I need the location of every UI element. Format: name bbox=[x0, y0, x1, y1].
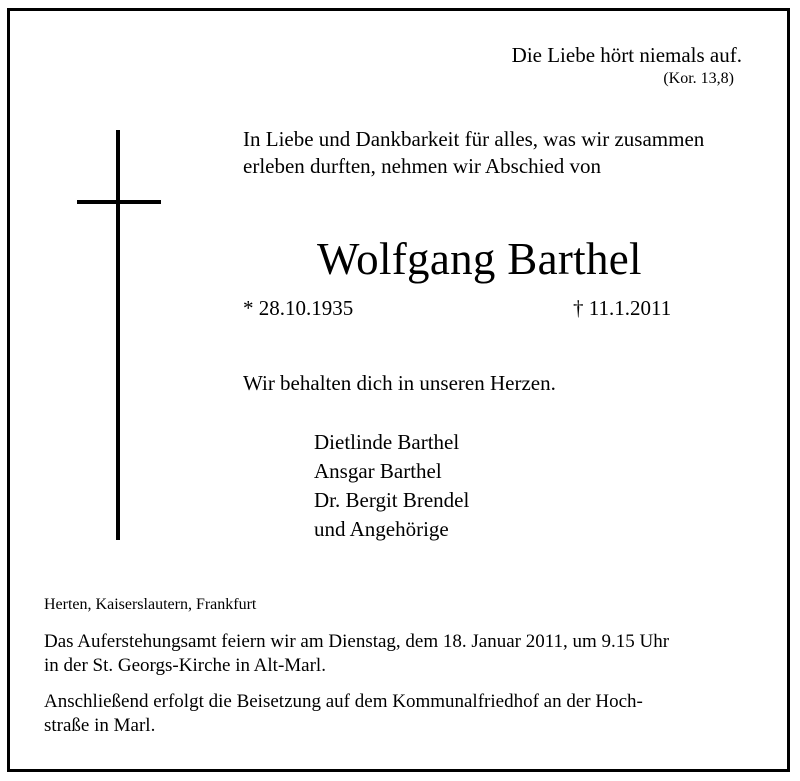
mourner: Dietlinde Barthel bbox=[314, 430, 460, 454]
deceased-name: Wolfgang Barthel bbox=[317, 234, 642, 284]
intro-line: In Liebe und Dankbarkeit für alles, was wir zusammen bbox=[243, 127, 705, 151]
death-date: † 11.1.2011 bbox=[573, 296, 672, 320]
cross-icon bbox=[116, 130, 120, 540]
mourner: und Angehörige bbox=[314, 517, 449, 541]
motto-reference: (Kor. 13,8) bbox=[663, 70, 734, 87]
intro-line: erleben durften, nehmen wir Abschied von bbox=[243, 154, 602, 178]
service-line: in der St. Georgs-Kirche in Alt-Marl. bbox=[44, 655, 326, 676]
burial-info bbox=[44, 690, 744, 738]
mourner: Dr. Bergit Brendel bbox=[314, 488, 470, 512]
closing-line: Wir behalten dich in unseren Herzen. bbox=[243, 371, 556, 395]
burial-line: straße in Marl. bbox=[44, 715, 156, 736]
birth-date: * 28.10.1935 bbox=[243, 296, 354, 320]
intro-text bbox=[243, 126, 763, 180]
service-line: Das Auferstehungsamt feiern wir am Dienstag, dem 18. Januar 2011, um 9.15 Uhr bbox=[44, 631, 670, 652]
places: Herten, Kaiserslautern, Frankfurt bbox=[44, 596, 257, 613]
cross-icon-bar bbox=[77, 200, 161, 204]
mourners-list bbox=[314, 428, 469, 544]
service-info bbox=[44, 630, 744, 678]
motto: Die Liebe hört niemals auf. bbox=[511, 43, 742, 67]
burial-line: Anschließend erfolgt die Beisetzung auf dem Kommunalfriedhof an der Hoch- bbox=[44, 691, 643, 712]
mourner: Ansgar Barthel bbox=[314, 459, 442, 483]
